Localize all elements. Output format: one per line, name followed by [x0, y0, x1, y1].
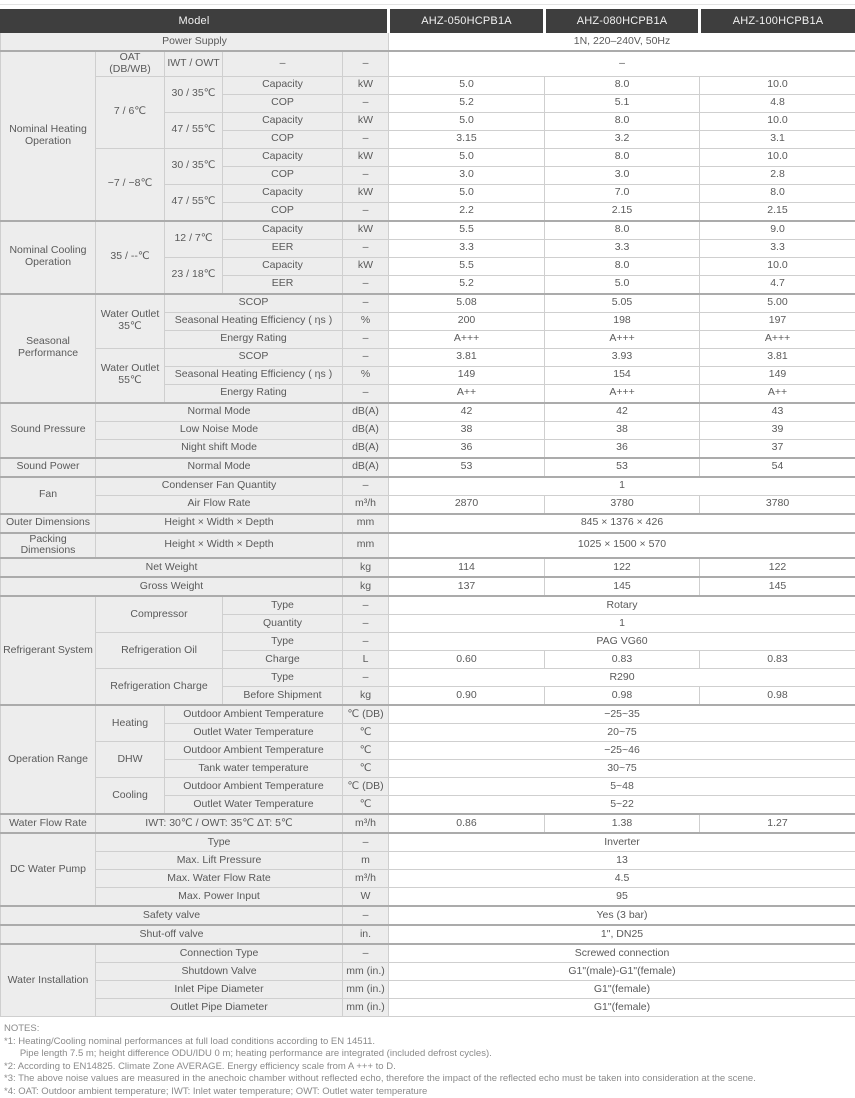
table-header-row — [1, 10, 855, 33]
label-cell: Normal Mode — [96, 458, 343, 477]
table-row — [1, 514, 855, 533]
label-cell: – — [343, 615, 389, 633]
label-cell: EER — [223, 239, 343, 257]
value-cell: A+++ — [545, 330, 700, 348]
value-cell: 3.81 — [389, 348, 545, 366]
table-row — [1, 439, 855, 458]
value-cell: 0.90 — [389, 687, 545, 706]
value-cell: 42 — [545, 403, 700, 422]
label-cell: Type — [223, 633, 343, 651]
label-cell: Seasonal Performance — [1, 294, 96, 403]
table-row — [1, 403, 855, 422]
value-cell: 5~48 — [389, 778, 855, 796]
label-cell: COP — [223, 166, 343, 184]
model-header-cell: Model — [1, 10, 389, 33]
value-cell: 10.0 — [700, 112, 855, 130]
value-cell: 114 — [389, 558, 545, 577]
label-cell: IWT: 30℃ / OWT: 35℃ ΔT: 5℃ — [96, 814, 343, 833]
label-cell: 47 / 55℃ — [165, 184, 223, 221]
label-cell: ℃ — [343, 796, 389, 815]
value-cell: 38 — [389, 421, 545, 439]
label-cell: 7 / 6℃ — [96, 76, 165, 148]
value-cell: A++ — [389, 384, 545, 403]
value-cell: 3.15 — [389, 130, 545, 148]
value-cell: 137 — [389, 577, 545, 596]
label-cell: Net Weight — [1, 558, 343, 577]
label-cell: kg — [343, 577, 389, 596]
label-cell: m³/h — [343, 495, 389, 514]
label-cell: Normal Mode — [96, 403, 343, 422]
label-cell: Sound Pressure — [1, 403, 96, 458]
value-cell: 20~75 — [389, 724, 855, 742]
label-cell: Quantity — [223, 615, 343, 633]
value-cell: 30~75 — [389, 760, 855, 778]
label-cell: Outlet Water Temperature — [165, 796, 343, 815]
value-cell: 3.93 — [545, 348, 700, 366]
value-cell: 1.27 — [700, 814, 855, 833]
label-cell: ℃ (DB) — [343, 705, 389, 724]
note-line: Pipe length 7.5 m; height difference ODU/IDU 0 m; heating performance are integrated (included defrost cycles). — [4, 1048, 855, 1061]
label-cell: 30 / 35℃ — [165, 148, 223, 184]
label-cell: Seasonal Heating Efficiency ( ηs ) — [165, 366, 343, 384]
value-cell: 5.08 — [389, 294, 545, 313]
value-cell: 5.0 — [389, 76, 545, 94]
table-row — [1, 577, 855, 596]
model-name-cell: AHZ-080HCPB1A — [545, 10, 700, 33]
value-cell: 2.15 — [545, 202, 700, 221]
label-cell: Water Flow Rate — [1, 814, 96, 833]
label-cell: Heating — [96, 705, 165, 742]
table-row — [1, 742, 855, 760]
label-cell: Outer Dimensions — [1, 514, 96, 533]
label-cell: Refrigeration Oil — [96, 633, 223, 669]
label-cell: m³/h — [343, 814, 389, 833]
label-cell: – — [343, 384, 389, 403]
value-cell: Screwed connection — [389, 944, 855, 963]
value-cell: 3780 — [545, 495, 700, 514]
value-cell: 36 — [545, 439, 700, 458]
table-row — [1, 221, 855, 240]
label-cell: Night shift Mode — [96, 439, 343, 458]
value-cell: 10.0 — [700, 257, 855, 275]
table-row — [1, 33, 855, 52]
label-cell: – — [343, 94, 389, 112]
value-cell: 197 — [700, 312, 855, 330]
value-cell: 36 — [389, 439, 545, 458]
value-cell: 5.0 — [389, 112, 545, 130]
value-cell: 3.0 — [545, 166, 700, 184]
label-cell: Sound Power — [1, 458, 96, 477]
value-cell: 0.98 — [700, 687, 855, 706]
value-cell: 5.1 — [545, 94, 700, 112]
value-cell: 200 — [389, 312, 545, 330]
value-cell: 4.8 — [700, 94, 855, 112]
value-cell: 5.05 — [545, 294, 700, 313]
value-cell: 1.38 — [545, 814, 700, 833]
label-cell: Max. Lift Pressure — [96, 852, 343, 870]
label-cell: Refrigerant System — [1, 596, 96, 705]
label-cell: Connection Type — [96, 944, 343, 963]
label-cell: Nominal Cooling Operation — [1, 221, 96, 294]
value-cell: 3.81 — [700, 348, 855, 366]
value-cell: 3.1 — [700, 130, 855, 148]
value-cell: Inverter — [389, 833, 855, 852]
label-cell: % — [343, 366, 389, 384]
label-cell: Capacity — [223, 257, 343, 275]
value-cell: R290 — [389, 669, 855, 687]
label-cell: Low Noise Mode — [96, 421, 343, 439]
value-cell: 5.00 — [700, 294, 855, 313]
label-cell: in. — [343, 925, 389, 944]
table-row — [1, 981, 855, 999]
value-cell: Rotary — [389, 596, 855, 615]
value-cell: 8.0 — [545, 221, 700, 240]
label-cell: Fan — [1, 477, 96, 514]
label-cell: Type — [223, 596, 343, 615]
spec-table — [0, 9, 855, 1017]
label-cell: COP — [223, 94, 343, 112]
label-cell: – — [343, 130, 389, 148]
value-cell: 37 — [700, 439, 855, 458]
label-cell: mm — [343, 514, 389, 533]
label-cell: mm (in.) — [343, 981, 389, 999]
table-row — [1, 458, 855, 477]
value-cell: 1 — [389, 615, 855, 633]
value-cell: −25~46 — [389, 742, 855, 760]
label-cell: Charge — [223, 651, 343, 669]
value-cell: 54 — [700, 458, 855, 477]
label-cell: COP — [223, 130, 343, 148]
value-cell: 39 — [700, 421, 855, 439]
label-cell: m — [343, 852, 389, 870]
label-cell: Capacity — [223, 112, 343, 130]
value-cell: 2.8 — [700, 166, 855, 184]
label-cell: Water Installation — [1, 944, 96, 1017]
value-cell: 3.3 — [545, 239, 700, 257]
label-cell: – — [343, 348, 389, 366]
label-cell: dB(A) — [343, 458, 389, 477]
value-cell: 122 — [545, 558, 700, 577]
value-cell: 845 × 1376 × 426 — [389, 514, 855, 533]
value-cell: 149 — [700, 366, 855, 384]
label-cell: DC Water Pump — [1, 833, 96, 906]
table-row — [1, 999, 855, 1017]
model-name-cell: AHZ-050HCPB1A — [389, 10, 545, 33]
label-cell: Shut-off valve — [1, 925, 343, 944]
value-cell: 0.83 — [700, 651, 855, 669]
label-cell: – — [343, 51, 389, 76]
label-cell: – — [343, 275, 389, 294]
value-cell: 3780 — [700, 495, 855, 514]
value-cell: A++ — [700, 384, 855, 403]
label-cell: Air Flow Rate — [96, 495, 343, 514]
label-cell: ℃ (DB) — [343, 778, 389, 796]
label-cell: Shutdown Valve — [96, 963, 343, 981]
value-cell: 5.2 — [389, 275, 545, 294]
value-cell: 5.0 — [389, 184, 545, 202]
value-cell: Yes (3 bar) — [389, 906, 855, 925]
label-cell: ℃ — [343, 724, 389, 742]
label-cell: Water Outlet 35℃ — [96, 294, 165, 349]
value-cell: 8.0 — [545, 257, 700, 275]
value-cell: 8.0 — [545, 148, 700, 166]
label-cell: Nominal Heating Operation — [1, 51, 96, 221]
label-cell: – — [343, 596, 389, 615]
table-row — [1, 294, 855, 313]
label-cell: kW — [343, 112, 389, 130]
label-cell: – — [343, 330, 389, 348]
table-row — [1, 906, 855, 925]
label-cell: Outdoor Ambient Temperature — [165, 778, 343, 796]
label-cell: kg — [343, 558, 389, 577]
label-cell: Before Shipment — [223, 687, 343, 706]
label-cell: IWT / OWT — [165, 51, 223, 76]
value-cell: 1 — [389, 477, 855, 496]
table-row — [1, 814, 855, 833]
value-cell: 4.7 — [700, 275, 855, 294]
label-cell: Outdoor Ambient Temperature — [165, 742, 343, 760]
value-cell: 9.0 — [700, 221, 855, 240]
value-cell: 0.60 — [389, 651, 545, 669]
label-cell: – — [343, 633, 389, 651]
label-cell: OAT (DB/WB) — [96, 51, 165, 76]
value-cell: 53 — [545, 458, 700, 477]
label-cell: dB(A) — [343, 421, 389, 439]
label-cell: 12 / 7℃ — [165, 221, 223, 258]
label-cell: mm — [343, 533, 389, 559]
label-cell: mm (in.) — [343, 999, 389, 1017]
value-cell: 1", DN25 — [389, 925, 855, 944]
value-cell: 42 — [389, 403, 545, 422]
value-cell: 149 — [389, 366, 545, 384]
value-cell: 154 — [545, 366, 700, 384]
table-row — [1, 596, 855, 615]
note-line: *1: Heating/Cooling nominal performances at full load conditions according to EN 14511. — [4, 1036, 855, 1049]
label-cell: Compressor — [96, 596, 223, 633]
label-cell: – — [343, 166, 389, 184]
value-cell: 5.0 — [545, 275, 700, 294]
value-cell: 13 — [389, 852, 855, 870]
label-cell: kW — [343, 148, 389, 166]
label-cell: Outlet Water Temperature — [165, 724, 343, 742]
table-row — [1, 148, 855, 166]
label-cell: Operation Range — [1, 705, 96, 814]
label-cell: SCOP — [165, 294, 343, 313]
table-row — [1, 705, 855, 724]
value-cell: A+++ — [545, 384, 700, 403]
label-cell: kW — [343, 184, 389, 202]
value-cell: 7.0 — [545, 184, 700, 202]
label-cell: SCOP — [165, 348, 343, 366]
label-cell: Inlet Pipe Diameter — [96, 981, 343, 999]
label-cell: – — [343, 202, 389, 221]
table-row — [1, 633, 855, 651]
label-cell: ℃ — [343, 742, 389, 760]
table-row — [1, 76, 855, 94]
value-cell: 2870 — [389, 495, 545, 514]
label-cell: 47 / 55℃ — [165, 112, 223, 148]
label-cell: – — [223, 51, 343, 76]
table-row — [1, 778, 855, 796]
value-cell: 0.83 — [545, 651, 700, 669]
label-cell: Outdoor Ambient Temperature — [165, 705, 343, 724]
label-cell: Height × Width × Depth — [96, 514, 343, 533]
value-cell: – — [389, 51, 855, 76]
label-cell: Max. Water Flow Rate — [96, 870, 343, 888]
value-cell: 8.0 — [545, 112, 700, 130]
label-cell: % — [343, 312, 389, 330]
table-row — [1, 348, 855, 366]
value-cell: −25~35 — [389, 705, 855, 724]
table-row — [1, 888, 855, 907]
value-cell: A+++ — [389, 330, 545, 348]
label-cell: dB(A) — [343, 403, 389, 422]
label-cell: Outlet Pipe Diameter — [96, 999, 343, 1017]
value-cell: 145 — [545, 577, 700, 596]
label-cell: Energy Rating — [165, 330, 343, 348]
label-cell: Packing Dimensions — [1, 533, 96, 559]
value-cell: G1"(male)-G1"(female) — [389, 963, 855, 981]
value-cell: 10.0 — [700, 148, 855, 166]
value-cell: 8.0 — [700, 184, 855, 202]
value-cell: 5.2 — [389, 94, 545, 112]
value-cell: 3.3 — [700, 239, 855, 257]
value-cell: 38 — [545, 421, 700, 439]
label-cell: – — [343, 477, 389, 496]
label-cell: 35 / --℃ — [96, 221, 165, 294]
label-cell: – — [343, 294, 389, 313]
note-line: *2: According to EN14825. Climate Zone AVERAGE. Energy efficiency scale from A +++ to D. — [4, 1061, 855, 1074]
value-cell: 4.5 — [389, 870, 855, 888]
label-cell: m³/h — [343, 870, 389, 888]
label-cell: Capacity — [223, 221, 343, 240]
table-row — [1, 870, 855, 888]
value-cell: 5.0 — [389, 148, 545, 166]
table-row — [1, 944, 855, 963]
label-cell: kW — [343, 221, 389, 240]
table-row — [1, 925, 855, 944]
label-cell: Refrigeration Charge — [96, 669, 223, 706]
label-cell: −7 / −8℃ — [96, 148, 165, 221]
value-cell: G1"(female) — [389, 999, 855, 1017]
label-cell: 30 / 35℃ — [165, 76, 223, 112]
table-row — [1, 477, 855, 496]
label-cell: Seasonal Heating Efficiency ( ηs ) — [165, 312, 343, 330]
notes — [0, 1023, 855, 1098]
value-cell: G1"(female) — [389, 981, 855, 999]
table-row — [1, 533, 855, 559]
value-cell: 10.0 — [700, 76, 855, 94]
label-cell: kW — [343, 257, 389, 275]
value-cell: 8.0 — [545, 76, 700, 94]
value-cell: 5.5 — [389, 221, 545, 240]
label-cell: – — [343, 239, 389, 257]
label-cell: – — [343, 833, 389, 852]
table-row — [1, 495, 855, 514]
label-cell: kW — [343, 76, 389, 94]
value-cell: A+++ — [700, 330, 855, 348]
value-cell: 1N, 220–240V, 50Hz — [389, 33, 855, 52]
value-cell: 53 — [389, 458, 545, 477]
label-cell: Height × Width × Depth — [96, 533, 343, 559]
label-cell: Energy Rating — [165, 384, 343, 403]
label-cell: W — [343, 888, 389, 907]
label-cell: ℃ — [343, 760, 389, 778]
value-cell: 43 — [700, 403, 855, 422]
note-line: *3: The above noise values are measured in the anechoic chamber without reflected echo, therefore the impact of the reflected echo must be taken into consideration at the scene. — [4, 1073, 855, 1086]
notes-title: NOTES: — [4, 1023, 855, 1036]
value-cell: 5.5 — [389, 257, 545, 275]
label-cell: COP — [223, 202, 343, 221]
value-cell: 3.0 — [389, 166, 545, 184]
value-cell: 95 — [389, 888, 855, 907]
table-row — [1, 558, 855, 577]
label-cell: Capacity — [223, 148, 343, 166]
label-cell: Power Supply — [1, 33, 389, 52]
label-cell: L — [343, 651, 389, 669]
value-cell: 0.86 — [389, 814, 545, 833]
label-cell: Max. Power Input — [96, 888, 343, 907]
label-cell: mm (in.) — [343, 963, 389, 981]
value-cell: 3.2 — [545, 130, 700, 148]
value-cell: 2.15 — [700, 202, 855, 221]
label-cell: Safety valve — [1, 906, 343, 925]
model-name-cell: AHZ-100HCPB1A — [700, 10, 855, 33]
label-cell: – — [343, 944, 389, 963]
note-line: *4: OAT: Outdoor ambient temperature; IWT: Inlet water temperature; OWT: Outlet water temperature — [4, 1086, 855, 1098]
label-cell: Tank water temperature — [165, 760, 343, 778]
label-cell: EER — [223, 275, 343, 294]
label-cell: Cooling — [96, 778, 165, 815]
table-row — [1, 421, 855, 439]
value-cell: 5~22 — [389, 796, 855, 815]
label-cell: Condenser Fan Quantity — [96, 477, 343, 496]
top-divider — [0, 4, 855, 5]
value-cell: 2.2 — [389, 202, 545, 221]
value-cell: 3.3 — [389, 239, 545, 257]
table-row — [1, 852, 855, 870]
value-cell: PAG VG60 — [389, 633, 855, 651]
value-cell: 122 — [700, 558, 855, 577]
value-cell: 1025 × 1500 × 570 — [389, 533, 855, 559]
label-cell: – — [343, 906, 389, 925]
label-cell: Capacity — [223, 184, 343, 202]
value-cell: 198 — [545, 312, 700, 330]
label-cell: Capacity — [223, 76, 343, 94]
label-cell: DHW — [96, 742, 165, 778]
value-cell: 145 — [700, 577, 855, 596]
table-row — [1, 51, 855, 76]
label-cell: Gross Weight — [1, 577, 343, 596]
label-cell: 23 / 18℃ — [165, 257, 223, 294]
table-row — [1, 963, 855, 981]
value-cell: 0.98 — [545, 687, 700, 706]
label-cell: – — [343, 669, 389, 687]
label-cell: Type — [223, 669, 343, 687]
label-cell: dB(A) — [343, 439, 389, 458]
table-row — [1, 833, 855, 852]
table-row — [1, 669, 855, 687]
label-cell: Water Outlet 55℃ — [96, 348, 165, 403]
label-cell: Type — [96, 833, 343, 852]
label-cell: kg — [343, 687, 389, 706]
